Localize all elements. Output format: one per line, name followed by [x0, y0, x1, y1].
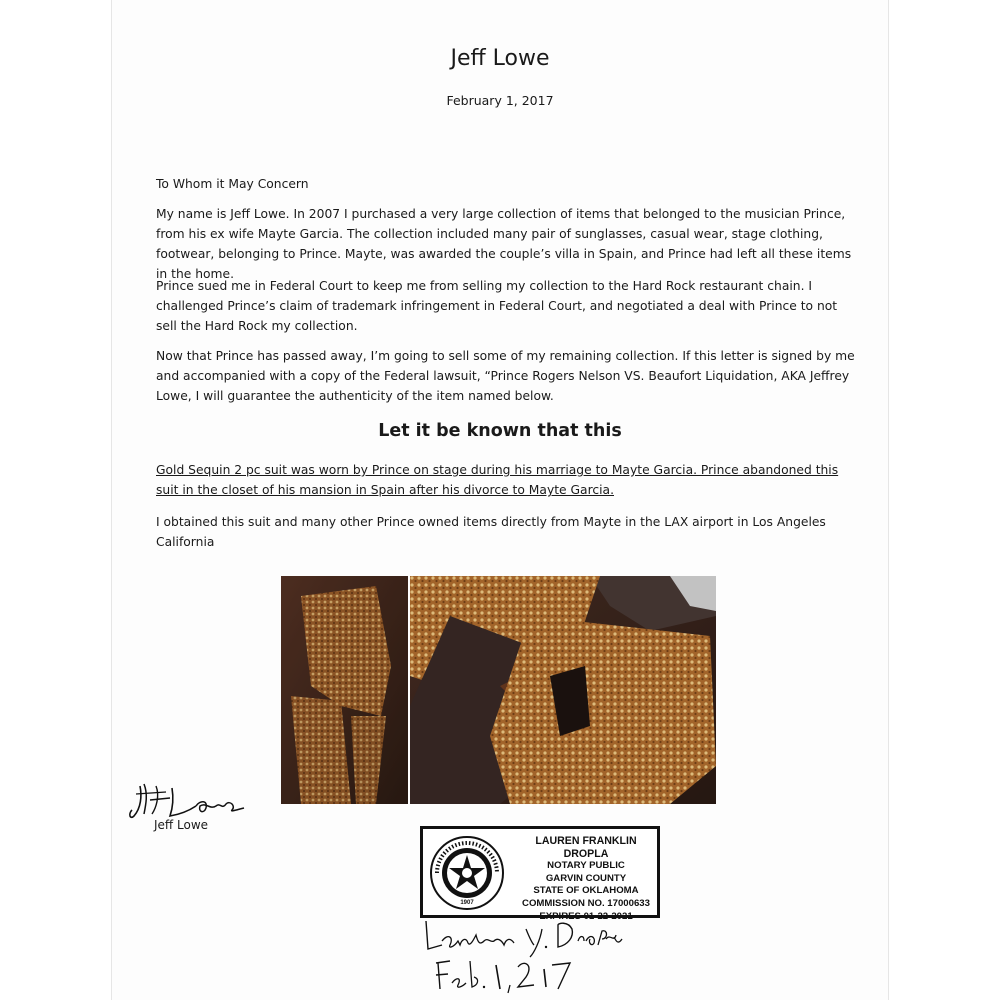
suit-photo-right	[410, 576, 716, 804]
salutation: To Whom it May Concern	[156, 177, 309, 191]
paragraph-2: Prince sued me in Federal Court to keep me from selling my collection to the Hard Rock restaurant chain. I challenged Prince’s claim of trademark infringement in Federal Court, and negotiated a deal with Prince to not sell the Hard Rock my collection.	[156, 279, 838, 333]
notary-signature	[418, 915, 628, 959]
notary-title: NOTARY PUBLIC	[547, 860, 625, 872]
notary-stamp	[420, 826, 660, 922]
notary-name: LAUREN FRANKLIN DROPLA	[535, 835, 637, 860]
section-heading: Let it be known that this	[378, 421, 622, 441]
letter-title: Jeff Lowe	[450, 46, 550, 71]
item-description: Gold Sequin 2 pc suit was worn by Prince on stage during his marriage to Mayte Garcia. Prince abandoned this suit in the closet of his mansion in Spain after his divorce to Mayte Garcia.	[156, 463, 839, 497]
seal-year: 1907	[460, 900, 474, 906]
notary-county: GARVIN COUNTY	[545, 872, 627, 884]
notary-handwritten-date	[430, 955, 580, 995]
suit-photo-left	[281, 576, 408, 804]
closing-statement: I obtained this suit and many other Prince owned items directly from Mayte in the LAX airport in Los Angeles California	[156, 515, 826, 549]
notary-state: STATE OF OKLAHOMA	[533, 885, 639, 897]
notary-text	[513, 835, 659, 923]
paragraph-3: Now that Prince has passed away, I’m going to sell some of my remaining collection. If this letter is signed by me and accompanied with a copy of the Federal lawsuit, “Prince Rogers Nelson VS. Beaufort Liquidation, AKA Jeffrey Lowe, I will guarantee the authenticity of the item named below.	[156, 349, 855, 403]
signatory-name: Jeff Lowe	[154, 818, 209, 832]
paragraph-1: My name is Jeff Lowe. In 2007 I purchased a very large collection of items that belonged to the musician Prince, from his ex wife Mayte Garcia. The collection included many pair of sunglasses, casual wear, stage clothing, footwear, belonging to Prince. Mayte, was awarded the couple’s villa in Spain, and Prince had left all these items in the home.	[156, 207, 852, 281]
letter-date: February 1, 2017	[446, 93, 554, 108]
oklahoma-seal	[429, 835, 505, 911]
notary-expiry: EXPIRES 01-22-2021	[539, 910, 633, 922]
notary-commission: COMMISSION NO. 17000633	[522, 897, 650, 909]
